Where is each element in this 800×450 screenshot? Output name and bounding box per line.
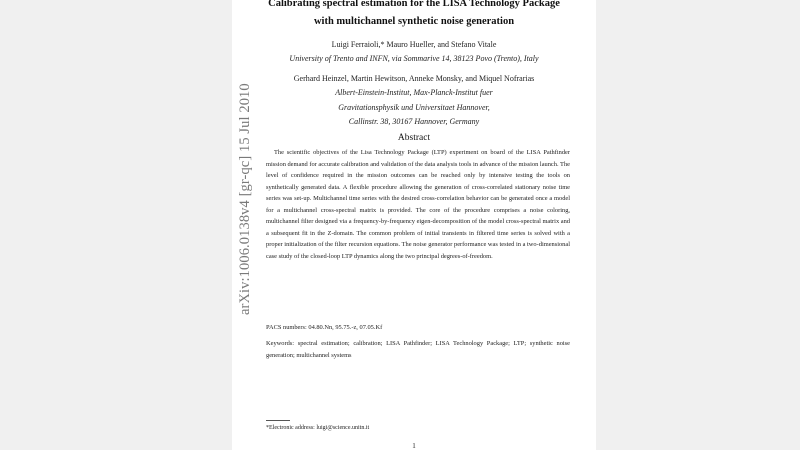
- arxiv-identifier: arXiv:1006.0138v4 [gr-qc] 15 Jul 2010: [237, 83, 253, 315]
- affiliation-2-line-3: Callinstr. 38, 30167 Hannover, Germany: [348, 117, 480, 126]
- affiliation-2-line-2: Gravitationsphysik und Universitaet Hannover,: [338, 103, 490, 112]
- affiliation-1: University of Trento and INFN, via Sommarive 14, 38123 Povo (Trento), Italy: [289, 54, 539, 63]
- keywords: Keywords: spectral estimation; calibration; LISA Pathfinder; LISA Technology Package; LTP; synthetic noise generation; multichannel systems: [266, 340, 570, 359]
- paper-title-line-2: with multichannel synthetic noise generation: [313, 16, 515, 27]
- author-list-1: Luigi Ferraioli,* Mauro Hueller, and Stefano Vitale: [331, 40, 497, 49]
- author-list-2: Gerhard Heinzel, Martin Hewitson, Anneke Monsky, and Miquel Nofrarias: [293, 74, 535, 83]
- footnote-email: *Electronic address: luigi@science.unitn.it: [266, 425, 370, 431]
- pacs-numbers: PACS numbers: 04.80.Nn, 95.75.-z, 07.05.Kf: [266, 324, 383, 331]
- abstract-heading: Abstract: [397, 133, 431, 143]
- footnote-divider: [266, 420, 290, 421]
- paper-title-line-1: Calibrating spectral estimation for the LISA Technology Package: [268, 0, 560, 9]
- affiliation-2-line-1: Albert-Einstein-Institut, Max-Planck-Institut fuer: [335, 88, 493, 97]
- page-number: 1: [412, 442, 416, 450]
- abstract-text: The scientific objectives of the Lisa Technology Package (LTP) experiment on board of the LISA Pathfinder mission demand for accurate calibration and validation of the data analysis tools in advance of the mission launch. The level of confidence required in the mission outcomes can be reached only by intensive testing the tools on synthetically generated data. A flexible procedure allowing the generation of cross-correlated stationary noise time series was set-up. Multichannel time series with the desired cross-correlation behavior can be generated once a model for a multichannel cross-spectral matrix is provided. The core of the procedure comprises a noise coloring, multichannel filter designed via a frequency-by-frequency eigen-decomposition of the model cross-spectral matrix and a subsequent fit in the Z-domain. The common problem of initial transients in filtered time series is solved with a proper initialization of the filter recursion equations. The noise generator performance was tested in a two-dimensional case study of the closed-loop LTP dynamics along the two principal degrees-of-freedom.: [266, 149, 570, 260]
